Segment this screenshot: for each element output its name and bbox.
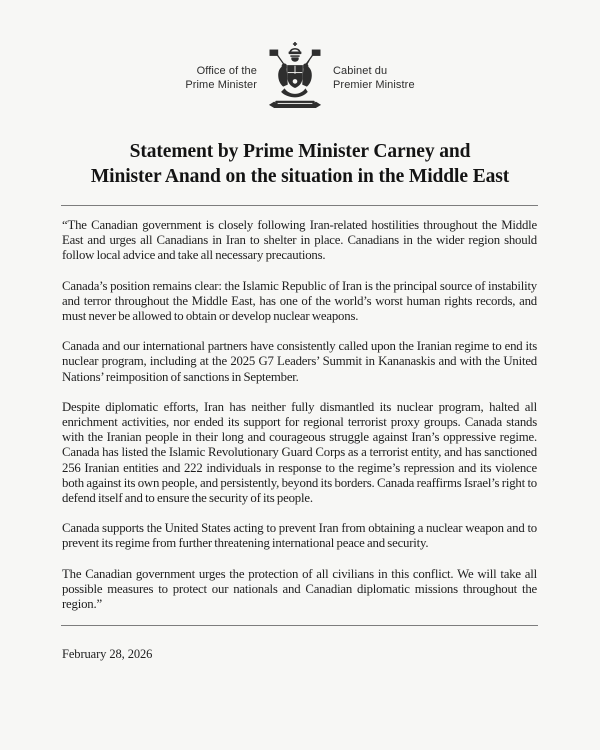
masthead: [0, 0, 600, 115]
title-line-1: Statement by Prime Minister Carney and: [129, 141, 471, 162]
canada-coat-of-arms-icon: [266, 42, 324, 115]
statement-date: February 28, 2026: [62, 647, 153, 662]
office-fr-line-1: Cabinet du: [333, 65, 388, 77]
statement-paragraph-5: Canada supports the United States acting to prevent Iran from obtaining a nuclear weapon and to prevent its regime from further threatening international peace and security.: [62, 521, 537, 551]
office-fr-line-2: Premier Ministre: [333, 78, 415, 91]
office-of-prime-minister-label: [185, 65, 257, 92]
statement-paragraph-4: Despite diplomatic efforts, Iran has neither fully dismantled its nuclear program, halted all enrichment activities, nor ended its support for regional terrorist proxy groups. Canada stands with the Iranian people in their long and courageous struggle against Iran’s oppressive regime. Canada has listed the Islamic Revolutionary Guard Corps as a terrorist entity, and has sanctioned 256 Iranian entities and 222 individuals in response to the regime’s repression and its violence both against its own people, and persistently, beyond its borders. Canada reaffirms Israel’s right to defend itself and to ensure the security of its people.: [62, 399, 537, 506]
statement-paragraph-1: “The Canadian government is closely following Iran-related hostilities throughout the Middle East and urges all Canadians in Iran to shelter in place. Canadians in the wider region should follow local advice and take all necessary precautions.: [62, 218, 537, 263]
statement-paragraph-6: The Canadian government urges the protection of all civilians in this conflict. We will take all possible measures to protect our nationals and Canadian diplomatic missions throughout the region.”: [62, 566, 537, 612]
statement-title: [0, 139, 600, 189]
office-en-line-2: Prime Minister: [185, 78, 257, 91]
office-en-line-1: Office of the: [196, 65, 257, 77]
statement-body: [0, 206, 600, 612]
statement-paragraph-2: Canada’s position remains clear: the Islamic Republic of Iran is the principal source of instability and terror throughout the Middle East, has one of the world’s worst human rights records, and must never be allowed to obtain or develop nuclear weapons.: [62, 278, 537, 324]
title-line-2: Minister Anand on the situation in the Middle East: [90, 166, 510, 187]
cabinet-du-premier-ministre-label: [333, 65, 415, 92]
statement-paragraph-3: Canada and our international partners have consistently called upon the Iranian regime to end its nuclear program, including at the 2025 G7 Leaders’ Summit in Kananaskis and with the United Nations’ reimposition of sanctions in September.: [62, 339, 537, 384]
